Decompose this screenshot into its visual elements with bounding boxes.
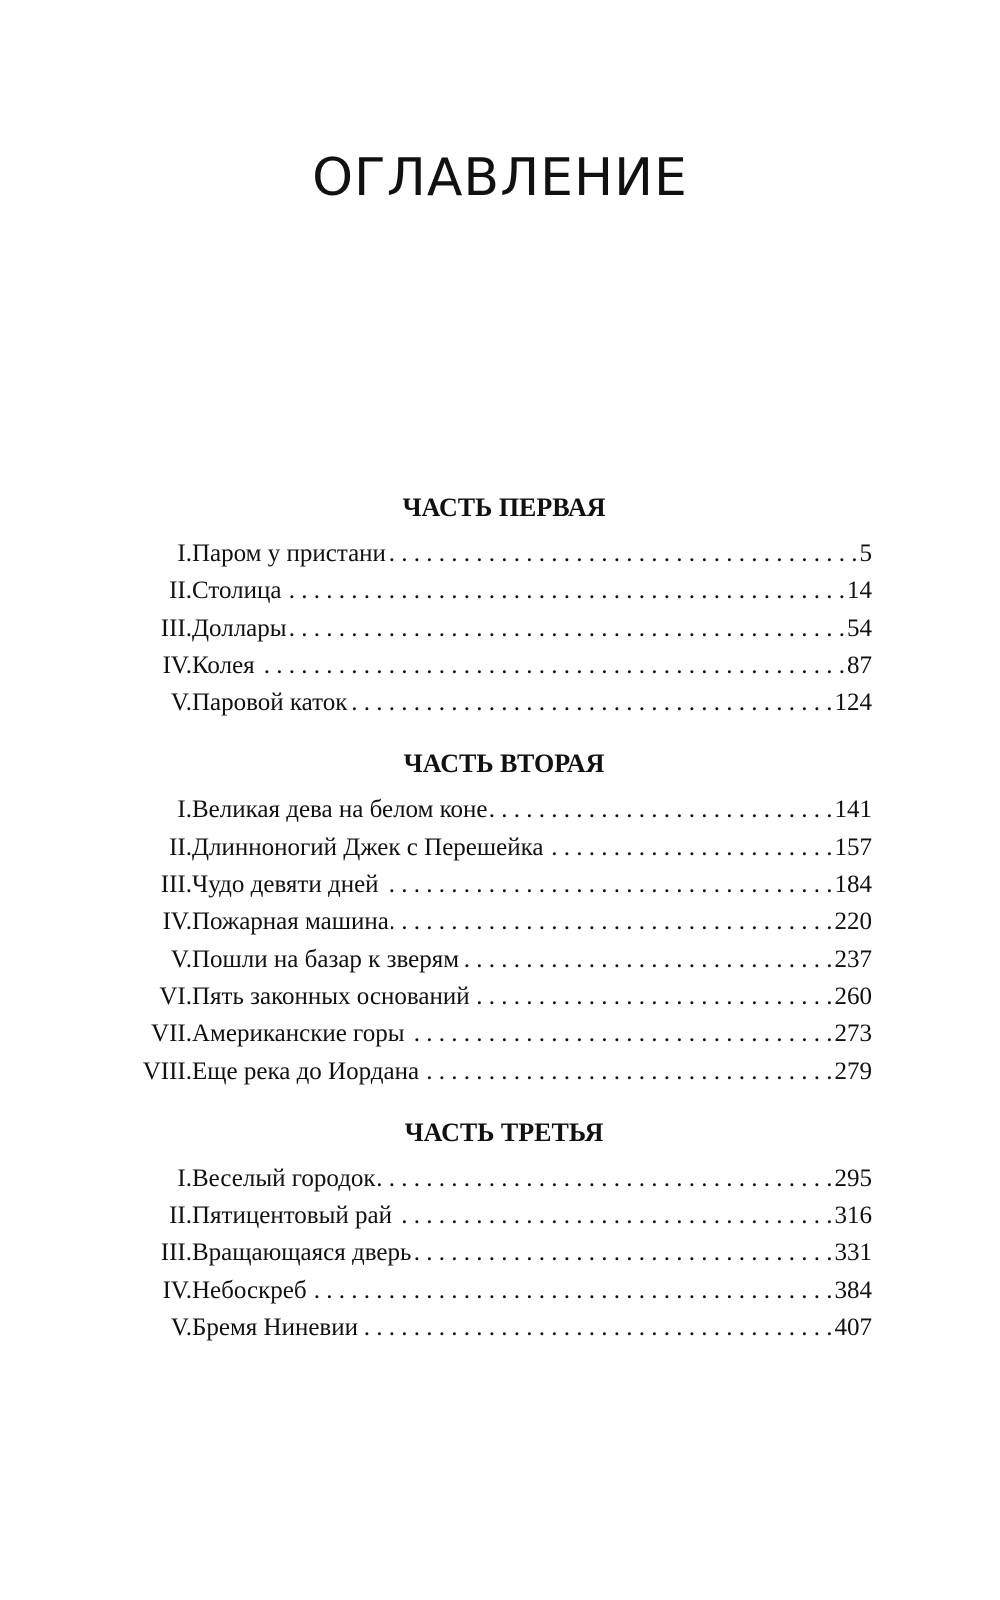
toc-entry[interactable]: [0, 903, 1000, 940]
dot-leader: [407, 1015, 833, 1052]
page-number: 407: [834, 1314, 872, 1342]
chapter-title: Еще река до Иордана: [192, 1057, 420, 1085]
page-number: 295: [834, 1164, 872, 1192]
toc-part-2: [0, 751, 1000, 1089]
page-number: 220: [834, 908, 872, 936]
chapter-number: VI.: [159, 982, 192, 1010]
chapter-row: [192, 684, 872, 721]
dot-leader: [413, 1234, 832, 1271]
chapter-title: Пятицентовый рай: [192, 1202, 393, 1230]
part-entries: [0, 791, 1000, 1089]
chapter-number: III.: [160, 1239, 192, 1267]
toc-entry[interactable]: [0, 866, 1000, 903]
chapter-number: IV.: [162, 1276, 192, 1304]
chapter-number: IV.: [162, 651, 192, 679]
part-heading: ЧАСТЬ ТРЕТЬЯ: [404, 1117, 604, 1147]
chapter-title: Чудо девяти дней: [192, 871, 379, 899]
toc-entry[interactable]: [0, 791, 1000, 828]
dot-leader: [360, 1309, 833, 1346]
chapter-title: Пять законных оснований: [192, 982, 470, 1010]
chapter-number: VII.: [151, 1020, 192, 1048]
chapter-row: [192, 1015, 872, 1052]
part-entries: [0, 535, 1000, 721]
toc-entry[interactable]: [0, 1272, 1000, 1309]
dot-leader: [381, 866, 833, 903]
chapter-number: III.: [160, 614, 192, 642]
dot-leader: [545, 829, 832, 866]
table-of-contents: [0, 495, 1000, 1376]
chapter-title: Великая дева на белом коне: [192, 796, 488, 824]
chapter-title: Бремя Ниневии: [192, 1314, 358, 1342]
toc-entry[interactable]: [0, 829, 1000, 866]
part-heading: ЧАСТЬ ПЕРВАЯ: [402, 493, 606, 522]
chapter-title: Паром у пристани: [192, 540, 386, 567]
chapter-row: [192, 978, 872, 1015]
chapter-number: I.: [177, 796, 192, 824]
chapter-title: Колея: [192, 651, 255, 679]
page-number: 124: [834, 689, 872, 717]
toc-part-1: [0, 495, 1000, 721]
chapter-row: [192, 1272, 872, 1309]
chapter-title: Веселый городок: [192, 1164, 376, 1192]
toc-entry[interactable]: [0, 647, 1000, 684]
chapter-title: Паровой каток: [192, 689, 348, 717]
chapter-row: [192, 1234, 872, 1271]
page-number: 14: [847, 577, 872, 605]
chapter-number: I.: [177, 1164, 192, 1192]
chapter-row: [192, 941, 872, 978]
toc-entry[interactable]: [0, 1053, 1000, 1090]
dot-leader: [349, 684, 832, 721]
toc-entry[interactable]: [0, 572, 1000, 609]
chapter-row: [192, 866, 872, 903]
chapter-row: [192, 791, 872, 828]
chapter-row: [192, 903, 872, 940]
chapter-number: III.: [160, 871, 192, 899]
dot-leader: [391, 903, 833, 940]
page-number: 87: [847, 651, 872, 679]
chapter-number: V.: [170, 945, 192, 973]
chapter-row: [192, 1309, 872, 1346]
chapter-number: II.: [169, 1202, 192, 1230]
part-heading: ЧАСТЬ ВТОРАЯ: [403, 749, 605, 779]
dot-leader: [309, 1272, 833, 1309]
page-number: 279: [834, 1057, 872, 1085]
chapter-number: II.: [169, 833, 192, 861]
toc-entry[interactable]: [0, 1309, 1000, 1346]
page-number: 5: [859, 540, 872, 567]
dot-leader: [257, 647, 845, 684]
toc-entry[interactable]: [0, 1015, 1000, 1052]
chapter-title: Небоскреб: [192, 1276, 307, 1304]
toc-entry[interactable]: [0, 941, 1000, 978]
chapter-row: [192, 829, 872, 866]
chapter-number: I.: [177, 540, 192, 567]
dot-leader: [388, 535, 858, 572]
chapter-number: IV.: [162, 908, 192, 936]
page-number: 54: [847, 614, 872, 642]
toc-part-3: [0, 1117, 1000, 1346]
chapter-row: [192, 1053, 872, 1090]
toc-entry[interactable]: [0, 610, 1000, 647]
toc-entry[interactable]: [0, 535, 1000, 572]
dot-leader: [289, 610, 845, 647]
chapter-number: V.: [170, 689, 192, 717]
page-title: ОГЛАВЛЕНИЕ: [312, 148, 688, 208]
chapter-row: [192, 610, 872, 647]
chapter-row: [192, 572, 872, 609]
page-number: 273: [834, 1020, 872, 1048]
dot-leader: [490, 791, 833, 828]
page-number: 384: [834, 1276, 872, 1304]
dot-leader: [421, 1053, 832, 1090]
toc-entry[interactable]: [0, 684, 1000, 721]
dot-leader: [378, 1160, 833, 1197]
toc-entry[interactable]: [0, 1160, 1000, 1197]
page-number: 237: [834, 945, 872, 973]
part-entries: [0, 1160, 1000, 1346]
dot-leader: [283, 572, 845, 609]
chapter-title: Вращающаяся дверь: [192, 1239, 412, 1267]
chapter-row: [192, 535, 872, 572]
chapter-title: Длинноногий Джек с Перешейка: [192, 833, 544, 861]
chapter-row: [192, 1197, 872, 1234]
toc-entry[interactable]: [0, 1234, 1000, 1271]
chapter-title: Столица: [192, 577, 282, 605]
chapter-title: Пожарная машина: [192, 908, 389, 936]
dot-leader: [472, 978, 833, 1015]
chapter-title: Доллары: [192, 614, 287, 642]
page-number: 316: [834, 1202, 872, 1230]
page-number: 331: [834, 1239, 872, 1267]
page-number: 141: [834, 796, 872, 824]
page-number: 260: [834, 982, 872, 1010]
chapter-title: Пошли на базар к зверям: [192, 945, 460, 973]
toc-entry[interactable]: [0, 978, 1000, 1015]
dot-leader: [461, 941, 832, 978]
chapter-number: V.: [170, 1314, 192, 1342]
page-number: 184: [834, 871, 872, 899]
chapter-title: Американские горы: [192, 1020, 405, 1048]
page-number: 157: [834, 833, 872, 861]
dot-leader: [394, 1197, 832, 1234]
chapter-number: II.: [169, 577, 192, 605]
chapter-row: [192, 1160, 872, 1197]
chapter-row: [192, 647, 872, 684]
chapter-number: VIII.: [142, 1057, 192, 1085]
toc-entry[interactable]: [0, 1197, 1000, 1234]
